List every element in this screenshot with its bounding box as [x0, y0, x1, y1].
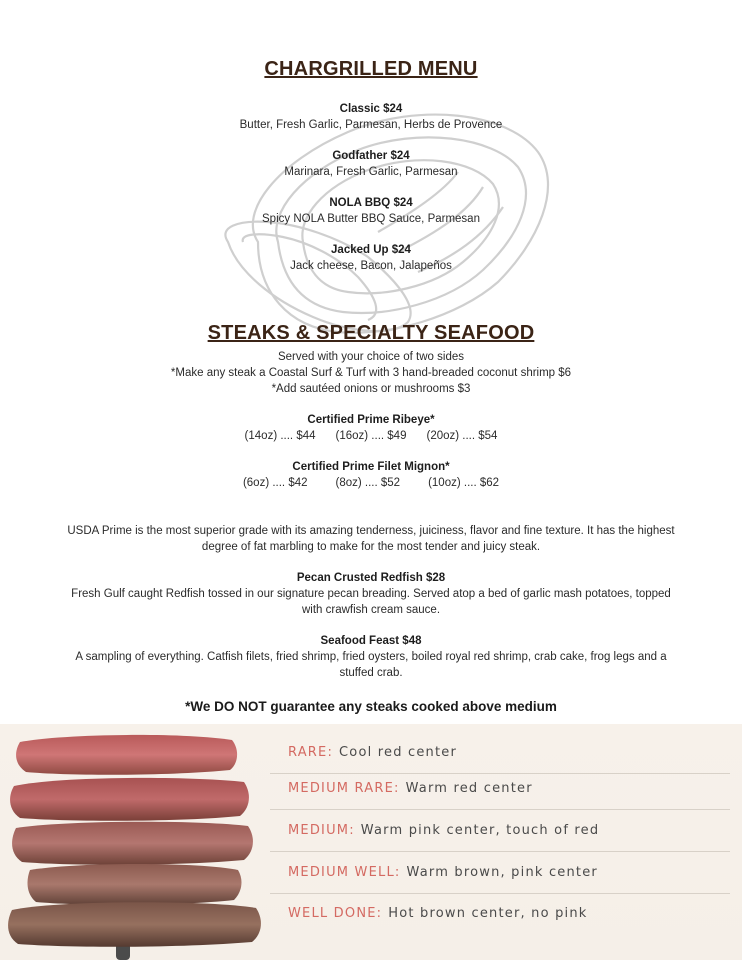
ribeye-sizes — [0, 428, 742, 444]
size-price: (10oz) .... $62 — [428, 477, 500, 489]
doneness-text: Warm red center — [405, 781, 533, 796]
surf-turf-note: *Make any steak a Coastal Surf & Turf with 3 hand-breaded coconut shrimp $6 — [170, 367, 572, 379]
item-name: Classic $24 — [339, 103, 403, 115]
doneness-label: MEDIUM: — [288, 823, 355, 838]
doneness-row-medium-well — [270, 852, 730, 894]
redfish-desc: Fresh Gulf caught Redfish tossed in our signature pecan breading. Served atop a bed of garlic mash potatoes, topped with crawfish cream sauce. — [71, 588, 671, 616]
item-name: Jacked Up $24 — [331, 244, 411, 256]
doneness-text: Cool red center — [339, 745, 458, 760]
item-name: NOLA BBQ $24 — [329, 197, 413, 209]
doneness-chart — [0, 724, 742, 960]
doneness-warning: *We DO NOT guarantee any steaks cooked above medium — [185, 699, 557, 714]
doneness-text: Warm pink center, touch of red — [360, 823, 600, 838]
addons-note: *Add sautéed onions or mushrooms $3 — [271, 383, 471, 395]
feast-desc: A sampling of everything. Catfish filets, fried shrimp, fried oysters, boiled royal red shrimp, crab cake, frog legs and a stuffed crab. — [75, 651, 667, 679]
doneness-label: MEDIUM RARE: — [288, 781, 400, 796]
doneness-text: Warm brown, pink center — [406, 865, 598, 880]
redfish-item — [0, 570, 742, 618]
seafood-feast-item — [0, 633, 742, 681]
steak-slices-image — [0, 724, 280, 960]
filet-item — [0, 459, 742, 491]
doneness-row-medium — [270, 810, 730, 852]
doneness-row-medium-rare — [270, 768, 730, 810]
item-desc: Butter, Fresh Garlic, Parmesan, Herbs de Provence — [239, 119, 503, 131]
redfish-name: Pecan Crusted Redfish $28 — [296, 572, 446, 584]
filet-sizes — [0, 475, 742, 491]
doneness-label: WELL DONE: — [288, 905, 383, 921]
size-price: (8oz) .... $52 — [335, 477, 401, 489]
steaks-notes — [0, 349, 742, 397]
size-price: (16oz) .... $49 — [335, 430, 407, 442]
item-desc: Spicy NOLA Butter BBQ Sauce, Parmesan — [262, 213, 480, 225]
doneness-text: Hot brown center, no pink — [388, 905, 588, 921]
menu-item-classic — [0, 101, 742, 133]
size-price: (20oz) .... $54 — [426, 430, 498, 442]
usda-prime-description: USDA Prime is the most superior grade with its amazing tenderness, juiciness, flavor and fine texture. It has the highest degree of fat marbling to make for the most tender and juicy steak. — [67, 525, 675, 553]
doneness-label: RARE: — [288, 745, 334, 760]
item-desc: Jack cheese, Bacon, Jalapeños — [290, 260, 452, 272]
ribeye-item — [0, 412, 742, 444]
size-price: (14oz) .... $44 — [244, 430, 316, 442]
feast-name: Seafood Feast $48 — [320, 635, 422, 647]
item-name: Godfather $24 — [332, 150, 410, 162]
steaks-seafood-title: STEAKS & SPECIALTY SEAFOOD — [207, 322, 535, 344]
menu-item-jacked-up — [0, 242, 742, 274]
chargrilled-menu-title: CHARGRILLED MENU — [264, 58, 478, 80]
menu-item-nola-bbq — [0, 195, 742, 227]
size-price: (6oz) .... $42 — [242, 477, 308, 489]
filet-name: Certified Prime Filet Mignon* — [292, 461, 450, 473]
item-desc: Marinara, Fresh Garlic, Parmesan — [284, 166, 458, 178]
doneness-label: MEDIUM WELL: — [288, 865, 401, 880]
sides-note: Served with your choice of two sides — [277, 351, 464, 363]
doneness-row-well-done — [270, 892, 730, 934]
menu-item-godfather — [0, 148, 742, 180]
ribeye-name: Certified Prime Ribeye* — [307, 414, 435, 426]
